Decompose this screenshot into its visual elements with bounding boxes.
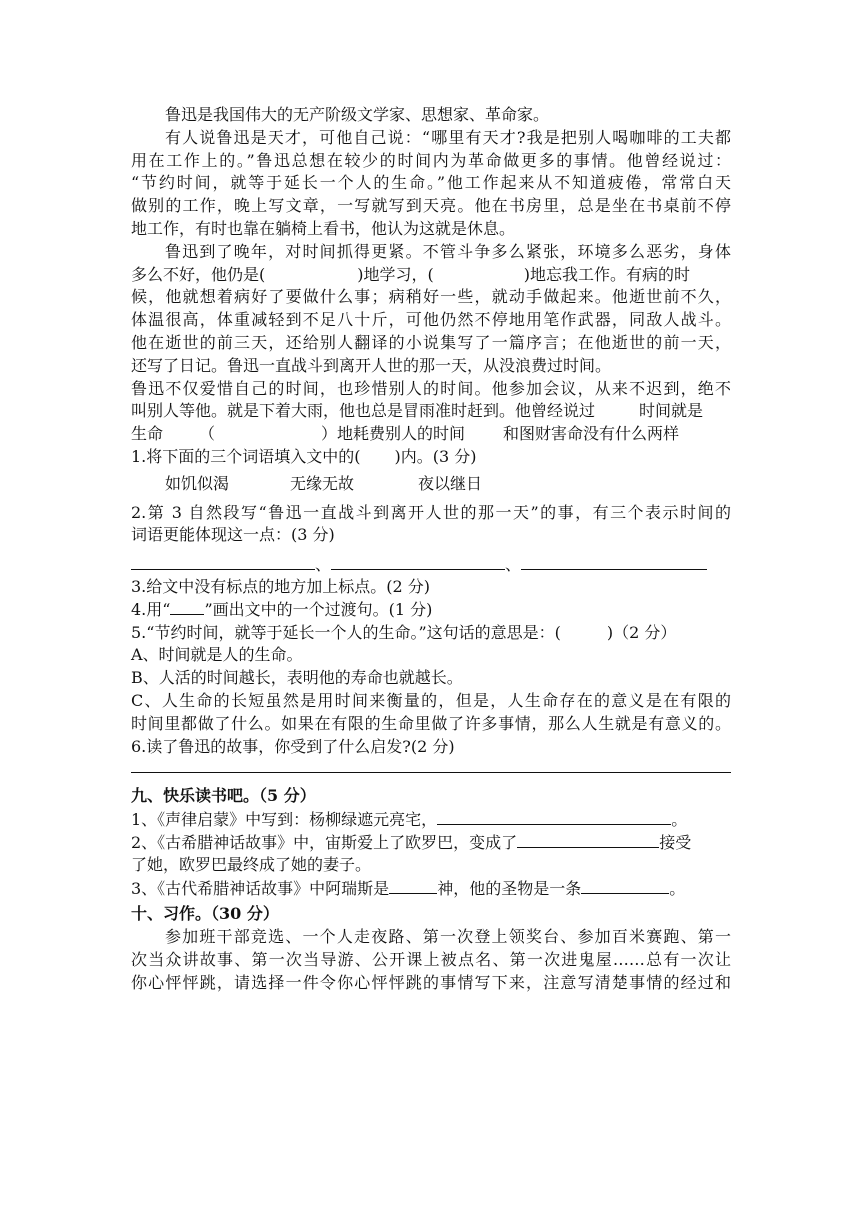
q2-answer-blank-3[interactable] [521, 553, 707, 570]
q2-answer-lines [131, 553, 731, 576]
section-9-item-1 [131, 808, 731, 831]
q1-word-options [131, 473, 731, 496]
q5-option-c-line-2: 时间里都做了什么。如果在有限的生命里做了许多事情，那么人生就是有意义的。 [131, 713, 731, 733]
question-5 [131, 622, 731, 645]
section-9-item-2-cont: 了她，欧罗巴最终成了她的妻子。 [131, 854, 372, 874]
section-9-item-2 [131, 831, 731, 854]
section-9-item-3 [131, 877, 731, 900]
section-10-line-2: 次当众讲故事、第一次当导游、公开课上被点名、第一次进鬼屋……总有一次让 [131, 949, 731, 969]
passage-paragraph-1: 鲁迅是我国伟大的无产阶级文学家、思想家、革命家。 [165, 105, 550, 124]
passage-p3-line-5: 他在逝世的前三天，还给别人翻译的小说集写了一篇序言；在他逝世的前一天， [131, 332, 731, 352]
section-10-line-3: 你心怦怦跳，请选择一件令你心怦怦跳的事情写下来，注意写清楚事情的经过和 [131, 972, 731, 992]
s9-i2-blank[interactable] [517, 831, 659, 848]
question-6: 6.读了鲁迅的故事，你受到了什么启发?(2 分) [131, 736, 455, 756]
passage-p2-line-2: 用在工作上的。”鲁迅总想在较少的时间内为革命做更多的事情。他曾经说过： [131, 150, 731, 170]
p4-text-d: ）地耗费别人的时间 [321, 424, 466, 444]
q1-option-1: 如饥似渴 [165, 473, 230, 493]
p4-text-c: 生命 [131, 424, 164, 444]
question-2-line-2: 词语更能体现这一点：(3 分) [131, 525, 335, 545]
q1-text: 1.将下面的三个词语填入文中的( [131, 446, 361, 466]
s9-i1-end: 。 [671, 810, 688, 830]
q2-sep-2: 、 [505, 555, 522, 575]
passage-p4-line-2 [131, 400, 731, 423]
question-2-line-1: 2.第 3 自然段写“鲁迅一直战斗到离开人世的那一天”的事，有三个表示时间的 [131, 502, 731, 522]
q2-sep-1: 、 [315, 555, 332, 575]
q5-option-b: B、人活的时间越长，表明他的寿命也就越长。 [131, 668, 463, 688]
passage-p2-line-4: 做别的工作，晚上写文章，一写就写到天亮。他在书房里，总是坐在书桌前不停 [131, 196, 731, 216]
q2-answer-blank-2[interactable] [331, 553, 505, 570]
q1-option-3: 夜以继日 [418, 473, 483, 493]
s9-i1-text: 1、《声律启蒙》中写到：杨柳绿遮元亮宅， [131, 810, 438, 830]
q4-underline-sample [170, 600, 204, 615]
passage-p4-line-3 [131, 423, 731, 446]
q5-option-c-line-1: C、人生命的长短虽然是用时间来衡量的，但是，人生命存在的意义是在有限的 [131, 690, 731, 710]
p3-text-b: )地学习，( [357, 264, 434, 284]
q5-text-b: )（2 分） [606, 622, 677, 642]
passage-p3-line-2 [131, 264, 731, 287]
passage-p4-line-1: 鲁迅不仅爱惜自己的时间，也珍惜别人的时间。他参加会议，从来不迟到，绝不 [131, 378, 731, 398]
passage-p3-line-3: 候，他就想着病好了要做什么事；病稍好一些，就动手做起来。他逝世前不久， [131, 287, 731, 307]
passage-p3-line-6: 还写了日记。鲁迅一直战斗到离开人世的那一天，从没浪费过时间。 [131, 355, 612, 375]
q4-text-a: 4.用“ [131, 599, 171, 619]
section-10-heading: 十、习作。（30 分） [131, 904, 279, 924]
q5-option-a: A、时间就是人的生命。 [131, 645, 303, 665]
s9-i1-blank[interactable] [437, 808, 671, 825]
s9-i3-text-b: 神，他的圣物是一条 [437, 878, 582, 898]
worksheet-page [131, 104, 731, 994]
section-10-line-1: 参加班干部竞选、一个人走夜路、第一次登上领奖台、参加百米赛跑、第一 [165, 927, 731, 947]
p3-text-a: 多么不好，他仍是( [131, 264, 266, 284]
s9-i3-blank-1[interactable] [389, 877, 437, 894]
q1-option-2: 无缘无故 [290, 473, 355, 493]
passage-p3-line-4: 体温很高，体重减轻到不足八十斤，可他仍然不停地用笔作武器，同敌人战斗。 [131, 310, 731, 330]
p4-paren-open: （ [199, 424, 216, 444]
q5-text-a: 5.“节约时间，就等于延长一个人的生命。”这句话的意思是：( [131, 622, 561, 642]
passage-p2-line-5: 地工作，有时也靠在躺椅上看书，他认为这就是休息。 [131, 218, 516, 238]
q6-answer-line[interactable] [131, 758, 731, 773]
section-9-heading: 九、快乐读书吧。（5 分） [131, 786, 316, 806]
passage-p3-line-1: 鲁迅到了晚年，对时间抓得更紧。不管斗争多么紧张，环境多么恶劣，身体 [165, 241, 731, 261]
question-4 [131, 599, 731, 622]
passage-p2-line-1: 有人说鲁迅是天才，可他自己说：“哪里有天才?我是把别人喝咖啡的工夫都 [165, 127, 731, 147]
s9-i2-text-b: 接受 [659, 832, 692, 852]
p4-text-b: 时间就是 [639, 401, 704, 421]
p4-text-e: 和图财害命没有什么两样 [503, 424, 680, 444]
p3-text-c: )地忘我工作。有病的时 [523, 264, 690, 284]
q1-text-b: )内。(3 分) [394, 446, 477, 466]
q2-answer-blank-1[interactable] [131, 553, 315, 570]
s9-i3-end: 。 [669, 878, 686, 898]
q4-text-b: ”画出文中的一个过渡句。(1 分) [204, 599, 433, 619]
s9-i2-text: 2、《古希腊神话故事》中，宙斯爱上了欧罗巴，变成了 [131, 832, 518, 852]
question-1 [131, 446, 731, 469]
s9-i3-text: 3、《古代希腊神话故事》中阿瑞斯是 [131, 878, 390, 898]
p4-text-a: 叫别人等他。就是下着大雨，他也总是冒雨准时赶到。他曾经说过 [131, 401, 596, 421]
question-3: 3.给文中没有标点的地方加上标点。(2 分) [131, 576, 431, 596]
passage-p2-line-3: “节约时间，就等于延长一个人的生命。”他工作起来从不知道疲倦，常常白天 [131, 173, 731, 193]
s9-i3-blank-2[interactable] [581, 877, 669, 894]
